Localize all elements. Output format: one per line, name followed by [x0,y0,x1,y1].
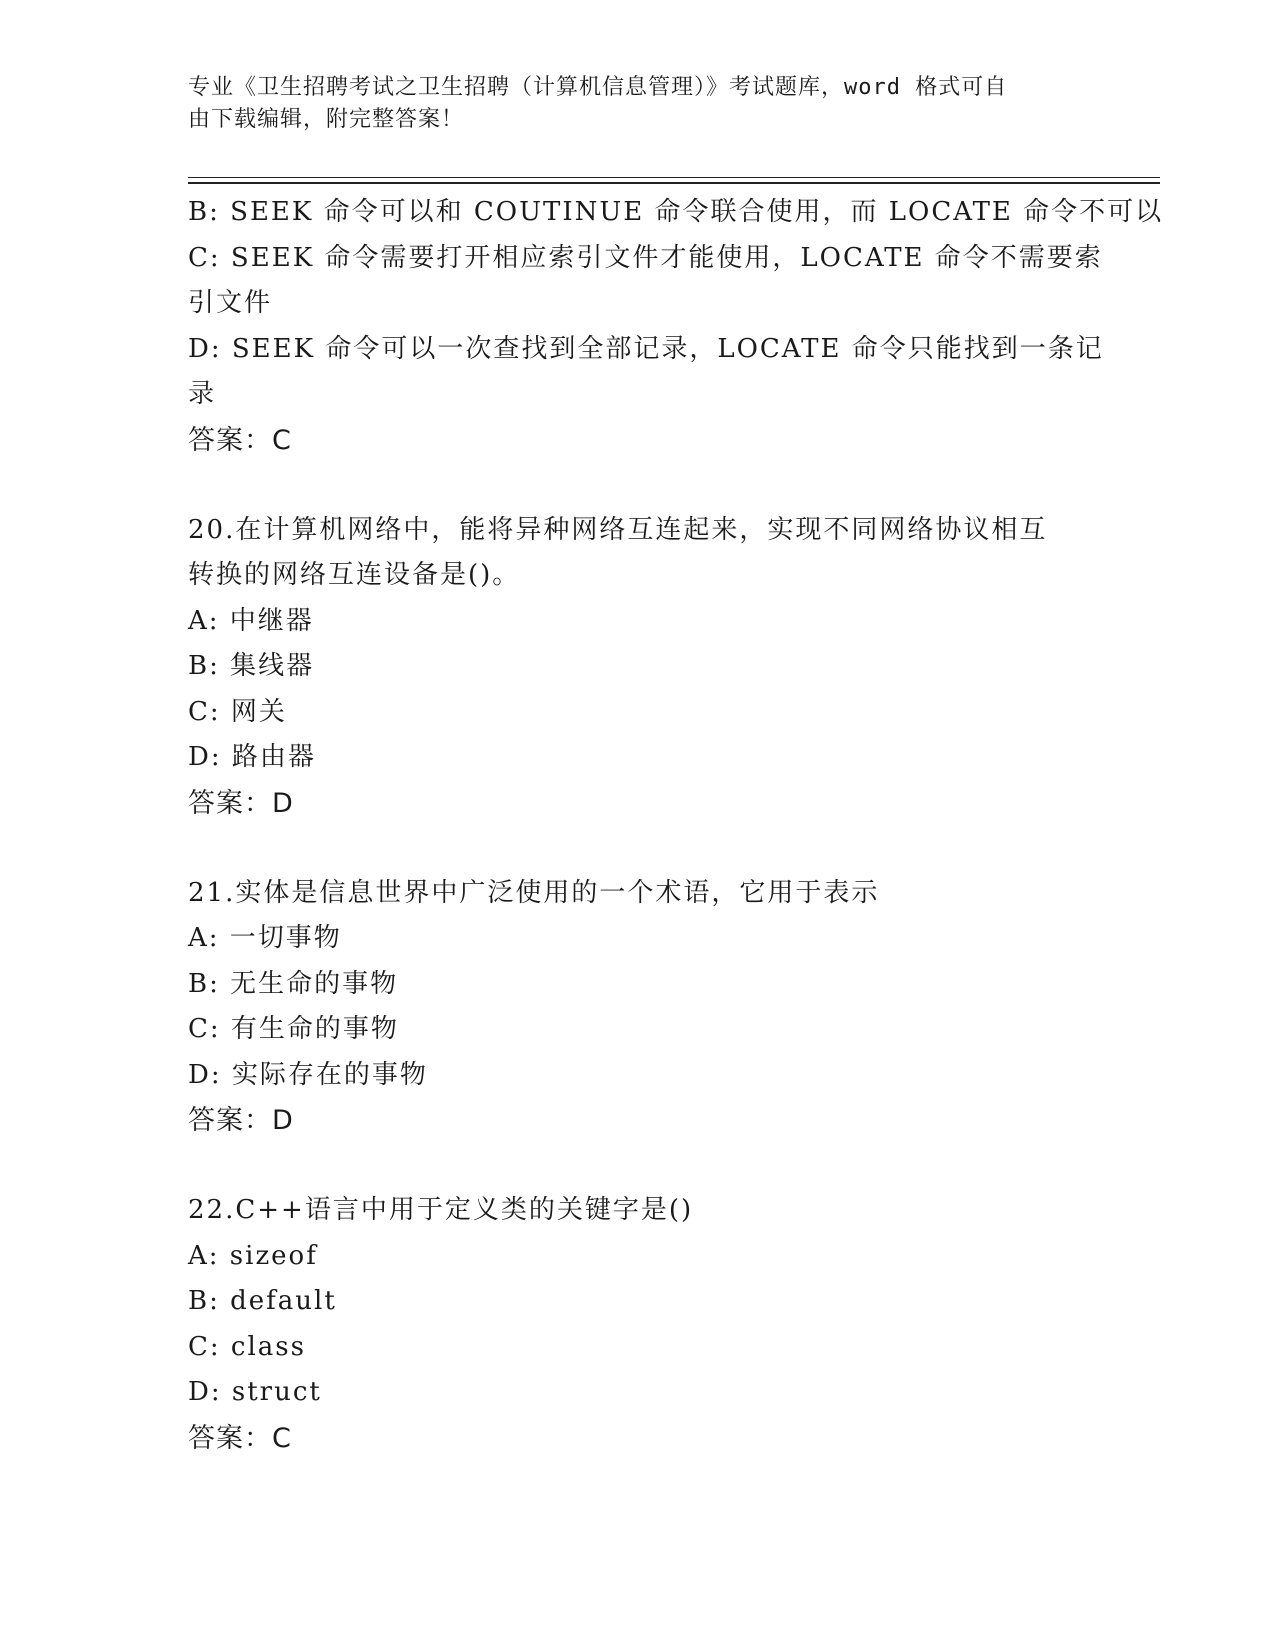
option-line: C: SEEK 命令需要打开相应索引文件才能使用，LOCATE 命令不需要索 [188,242,1103,273]
option-line: 引文件 [188,288,273,318]
question-stem: 转换的网络互连设备是()。 [188,560,521,590]
option-line: D: SEEK 命令可以一次查找到全部记录，LOCATE 命令只能找到一条记 [188,333,1104,364]
question-block [188,508,1088,827]
option-line: 录 [188,379,217,409]
question-block [188,1188,1088,1462]
answer-line: 答案：C [188,424,292,456]
option-line: C: 有生命的事物 [188,1014,399,1044]
question-stem: 21.实体是信息世界中广泛使用的一个术语，它用于表示 [188,877,880,908]
answer-line: 答案：C [188,1422,292,1454]
option-line: A: 一切事物 [188,923,342,953]
answer-line: 答案：D [188,787,294,819]
question-stem: 22.C++语言中用于定义类的关键字是() [188,1195,694,1225]
question-stem: 20.在计算机网络中，能将异种网络互连起来，实现不同网络协议相互 [188,514,1048,545]
question-block [188,190,1164,464]
header-line: 由下载编辑，附完整答案！ [188,107,465,132]
option-line: B: 无生命的事物 [188,968,399,999]
option-line: D: struct [188,1377,322,1407]
question-block [188,871,1088,1145]
option-line: B: default [188,1286,337,1316]
option-line: B: SEEK 命令可以和 COUTINUE 命令联合使用，而 LOCATE 命令不可以 [188,197,1164,227]
header-line: 专业《卫生招聘考试之卫生招聘（计算机信息管理）》考试题库，word 格式可自 [188,75,1008,100]
header-rule [188,182,1160,184]
option-line: C: class [188,1331,306,1362]
document-body [188,190,1164,1462]
option-line: B: 集线器 [188,651,315,681]
option-line: A: 中继器 [188,605,314,636]
answer-line: 答案：D [188,1105,294,1136]
option-line: C: 网关 [188,696,287,727]
option-line: D: 实际存在的事物 [188,1059,428,1090]
document-header [188,72,1068,136]
option-line: A: sizeof [188,1240,318,1271]
option-line: D: 路由器 [188,742,316,772]
header-rule [188,177,1160,178]
